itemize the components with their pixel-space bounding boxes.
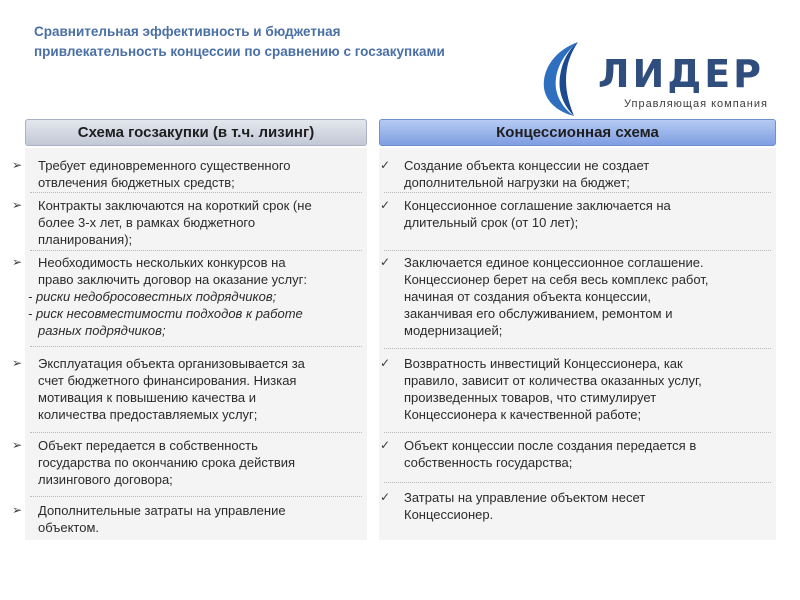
item-line: планирования); <box>38 232 133 247</box>
concession-item-1 <box>380 157 775 191</box>
item-line: Концессионер. <box>404 507 494 522</box>
gov-procurement-item-text <box>38 157 362 191</box>
item-line: Концессионер берет на себя весь комплекс работ, <box>404 272 709 287</box>
concession-item-text <box>404 157 775 191</box>
gov-procurement-item-text <box>38 355 362 423</box>
item-divider <box>384 348 771 349</box>
checkmark-icon: ✓ <box>380 438 391 452</box>
item-line: модернизацией; <box>404 323 503 338</box>
item-line: произведенных товаров, что стимулирует <box>404 390 657 405</box>
item-divider <box>384 432 771 433</box>
item-line: право заключить договор на оказание услуг: <box>38 272 307 287</box>
item-divider <box>30 496 362 497</box>
gov-procurement-item-6 <box>12 502 362 536</box>
concession-item-text <box>404 355 775 423</box>
item-divider <box>384 482 771 483</box>
item-divider <box>30 346 362 347</box>
item-divider <box>384 192 771 193</box>
checkmark-icon: ✓ <box>380 490 391 504</box>
item-divider <box>30 192 362 193</box>
logo-wordmark: ЛИДЕР <box>598 52 765 96</box>
concession-item-4 <box>380 355 775 423</box>
item-line: начиная от создания объекта концессии, <box>404 289 652 304</box>
item-line: лизингового договора; <box>38 472 173 487</box>
item-line: Требует единовременного существенного <box>38 158 291 173</box>
concession-item-5 <box>380 437 775 471</box>
item-line: дополнительной нагрузки на бюджет; <box>404 175 630 190</box>
item-line: Затраты на управление объектом несет <box>404 490 646 505</box>
logo-subtitle: Управляющая компания <box>624 98 768 110</box>
gov-procurement-item-2 <box>12 197 362 248</box>
gov-procurement-item-4 <box>12 355 362 423</box>
item-line: отвлечения бюджетных средств; <box>38 175 235 190</box>
concession-item-2 <box>380 197 775 231</box>
concession-item-text <box>404 254 775 339</box>
title-line-2: привлекательность концессии по сравнению с госзакупками <box>34 44 445 59</box>
item-line: счет бюджетного финансирования. Низкая <box>38 373 297 388</box>
item-line: Концессионера к качественной работе; <box>404 407 642 422</box>
risk-subitem: - риск несовместимости подходов к работе разных подрядчиков; <box>28 306 303 338</box>
concession-item-3 <box>380 254 775 339</box>
item-line: Концессионное соглашение заключается на <box>404 198 671 213</box>
title-line-1: Сравнительная эффективность и бюджетная <box>34 24 341 39</box>
item-line: Создание объекта концессии не создает <box>404 158 650 173</box>
gov-procurement-item-text <box>28 254 362 339</box>
arrow-bullet-icon: ➢ <box>12 198 23 212</box>
checkmark-icon: ✓ <box>380 198 391 212</box>
company-logo <box>536 40 776 120</box>
item-line: объектом. <box>38 520 100 535</box>
concession-item-text <box>404 489 775 523</box>
gov-procurement-item-text <box>38 502 362 536</box>
concession-item-text <box>404 437 775 471</box>
item-line: Объект передается в собственность <box>38 438 258 453</box>
item-line: правило, зависит от количества оказанных услуг, <box>404 373 702 388</box>
risk-subitem: - риски недобросовестных подрядчиков; <box>28 289 277 304</box>
item-line: мотивация к повышению качества и <box>38 390 256 405</box>
item-line: количества предоставляемых услуг; <box>38 407 258 422</box>
slide-title <box>34 22 554 62</box>
item-line: длительный срок (от 10 лет); <box>404 215 579 230</box>
item-line: собственность государства; <box>404 455 573 470</box>
item-divider <box>384 250 771 251</box>
arrow-bullet-icon: ➢ <box>12 255 23 269</box>
item-line: более 3-х лет, в рамках бюджетного <box>38 215 256 230</box>
right-column-header: Концессионная схема <box>379 119 776 146</box>
arrow-bullet-icon: ➢ <box>12 356 23 370</box>
lider-logo-icon <box>536 40 600 118</box>
gov-procurement-item-text <box>38 197 362 248</box>
left-column-header: Схема госзакупки (в т.ч. лизинг) <box>25 119 367 146</box>
concession-item-6 <box>380 489 775 523</box>
checkmark-icon: ✓ <box>380 255 391 269</box>
item-line: Возвратность инвестиций Концессионера, как <box>404 356 683 371</box>
arrow-bullet-icon: ➢ <box>12 503 23 517</box>
item-divider <box>30 432 362 433</box>
item-line: Контракты заключаются на короткий срок (не <box>38 198 312 213</box>
item-line: Необходимость нескольких конкурсов на <box>38 255 286 270</box>
gov-procurement-item-3 <box>12 254 362 339</box>
arrow-bullet-icon: ➢ <box>12 158 23 172</box>
arrow-bullet-icon: ➢ <box>12 438 23 452</box>
checkmark-icon: ✓ <box>380 158 391 172</box>
checkmark-icon: ✓ <box>380 356 391 370</box>
item-divider <box>30 250 362 251</box>
item-line: Эксплуатация объекта организовывается за <box>38 356 305 371</box>
gov-procurement-item-1 <box>12 157 362 191</box>
item-line: Объект концессии после создания передается в <box>404 438 697 453</box>
item-line: Заключается единое концессионное соглашение. <box>404 255 704 270</box>
gov-procurement-item-text <box>38 437 362 488</box>
item-line: Дополнительные затраты на управление <box>38 503 286 518</box>
concession-item-text <box>404 197 775 231</box>
gov-procurement-item-5 <box>12 437 362 488</box>
item-line: заканчивая его обслуживанием, ремонтом и <box>404 306 673 321</box>
item-line: государства по окончанию срока действия <box>38 455 296 470</box>
